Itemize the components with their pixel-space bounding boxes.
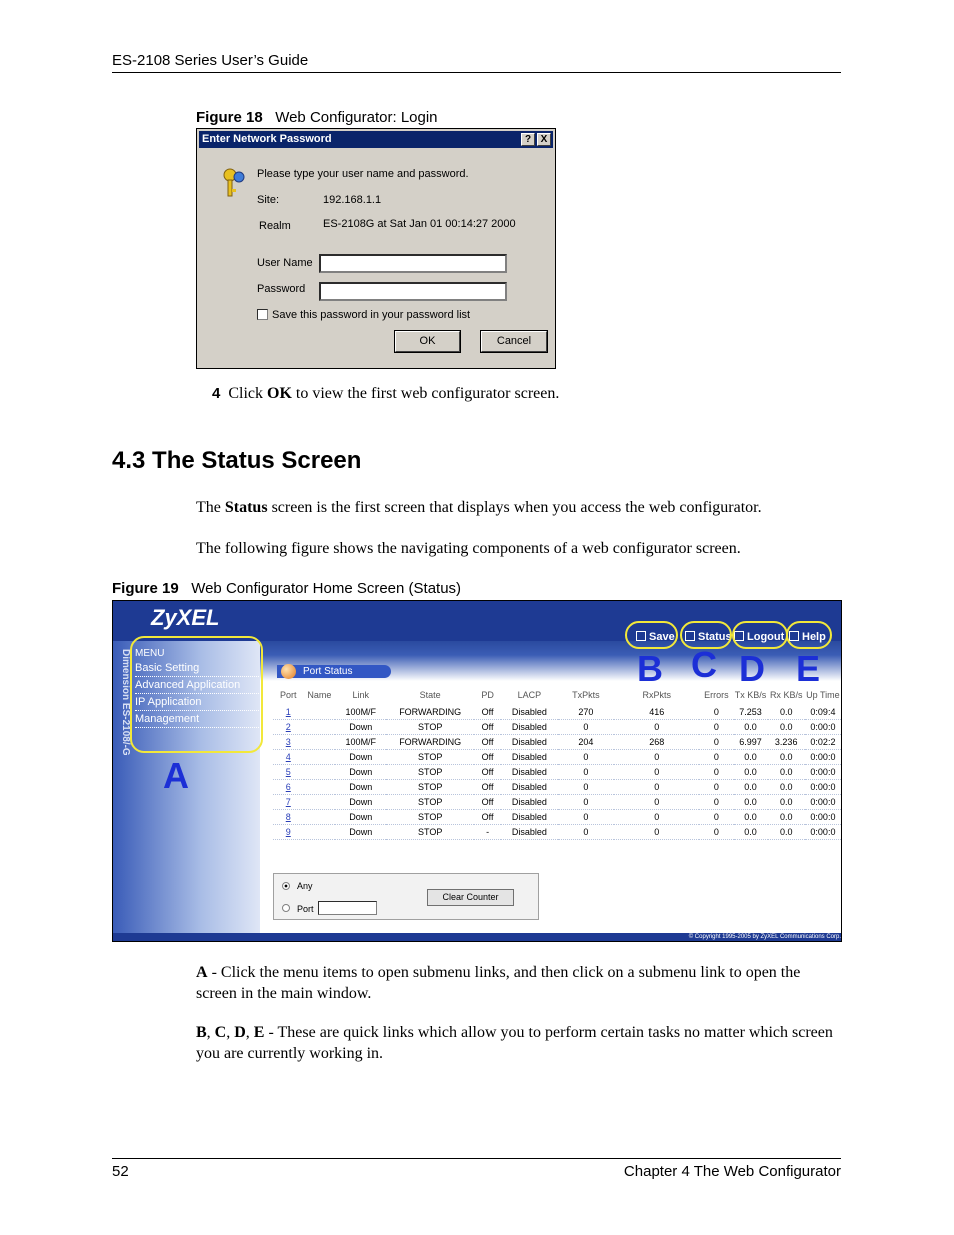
- table-cell: 0.0: [768, 720, 805, 735]
- table-cell: Off: [474, 720, 501, 735]
- table-cell: [304, 810, 336, 825]
- figure19-caption: [112, 580, 461, 597]
- port-link[interactable]: 8: [273, 810, 304, 825]
- table-cell: [304, 795, 336, 810]
- help-label: Help: [802, 631, 826, 643]
- close-icon[interactable]: X: [537, 133, 551, 146]
- table-cell: Off: [474, 735, 501, 750]
- menu-item-basic-setting[interactable]: Basic Setting: [135, 661, 259, 677]
- para-b-bold: B: [196, 1024, 207, 1041]
- table-cell: Disabled: [501, 750, 557, 765]
- para-b-sep1: ,: [206, 1024, 215, 1041]
- table-cell: Disabled: [501, 735, 557, 750]
- table-row: [273, 780, 841, 795]
- table-header-row: [273, 685, 841, 705]
- table-cell: 0:09:4: [805, 705, 841, 720]
- username-label: User Name: [257, 257, 313, 269]
- table-cell: 0: [558, 810, 615, 825]
- running-header: ES-2108 Series User’s Guide: [112, 52, 309, 69]
- paragraph-bcde: [196, 1022, 841, 1064]
- table-cell: 0:02:2: [805, 735, 841, 750]
- status-label: Status: [698, 631, 732, 643]
- table-cell: [304, 705, 336, 720]
- para-b-sep3: ,: [245, 1024, 254, 1041]
- table-cell: 0: [699, 750, 733, 765]
- header-rule: [112, 72, 841, 73]
- column-header: Port: [280, 690, 297, 700]
- table-cell: 0: [614, 810, 699, 825]
- table-cell: STOP: [386, 720, 473, 735]
- paragraph-1: [196, 499, 841, 517]
- username-input[interactable]: [319, 254, 507, 273]
- table-cell: [304, 780, 336, 795]
- table-cell: STOP: [386, 765, 473, 780]
- label-a: A: [163, 755, 189, 796]
- password-label: Password: [257, 283, 306, 295]
- table-cell: 0: [558, 765, 615, 780]
- table-row: [273, 735, 841, 750]
- table-row: [273, 810, 841, 825]
- site-value: 192.168.1.1: [323, 194, 382, 206]
- step-text-post: to view the first web configurator screen.: [291, 385, 560, 402]
- table-cell: 0:00:0: [805, 825, 841, 840]
- status-screenshot: [112, 600, 842, 942]
- table-cell: [304, 750, 336, 765]
- port-number-input[interactable]: [318, 901, 377, 915]
- table-cell: 0: [699, 780, 733, 795]
- radio-port[interactable]: [282, 904, 290, 912]
- table-cell: 0.0: [768, 810, 805, 825]
- table-cell: 7.253: [734, 705, 768, 720]
- table-cell: Down: [335, 795, 386, 810]
- save-password-label: Save this password in your password list: [272, 309, 471, 321]
- figure18-title: Web Configurator: Login: [275, 109, 438, 126]
- column-header: TxPkts: [572, 690, 600, 700]
- clear-counter-panel: [273, 873, 539, 920]
- table-cell: FORWARDING: [386, 735, 473, 750]
- para-a-bold: A: [196, 964, 208, 981]
- column-header: PD: [481, 690, 494, 700]
- clear-counter-button[interactable]: Clear Counter: [427, 889, 514, 906]
- para-bcde-text: - These are quick links which allow you to perform certain tasks no matter which screen you are currently working in.: [196, 1024, 833, 1062]
- table-cell: 0: [699, 825, 733, 840]
- column-header: Up Time: [806, 690, 840, 700]
- table-cell: Off: [474, 810, 501, 825]
- port-status-bullet-icon: [281, 664, 296, 679]
- table-cell: 100M/F: [335, 735, 386, 750]
- column-header: RxPkts: [642, 690, 672, 700]
- port-status-table: [273, 685, 841, 840]
- table-cell: 0: [614, 720, 699, 735]
- figure18-caption: [196, 109, 438, 126]
- table-cell: Down: [335, 810, 386, 825]
- port-link[interactable]: 1: [273, 705, 304, 720]
- table-cell: Disabled: [501, 780, 557, 795]
- table-cell: 204: [558, 735, 615, 750]
- table-cell: 0: [699, 705, 733, 720]
- table-cell: Disabled: [501, 720, 557, 735]
- para-d-bold: D: [234, 1024, 246, 1041]
- radio-any-label: Any: [297, 881, 313, 891]
- table-cell: 0.0: [734, 825, 768, 840]
- table-cell: 0: [699, 735, 733, 750]
- highlight-ring-save: [625, 621, 678, 649]
- table-cell: STOP: [386, 795, 473, 810]
- logout-label: Logout: [747, 631, 785, 643]
- table-cell: Disabled: [501, 825, 557, 840]
- table-cell: 0.0: [768, 705, 805, 720]
- table-cell: 0:00:0: [805, 810, 841, 825]
- highlight-ring-logout: [732, 621, 788, 649]
- table-cell: Disabled: [501, 810, 557, 825]
- dialog-titlebar: [199, 131, 553, 148]
- table-cell: [304, 765, 336, 780]
- menu-header: MENU: [135, 648, 165, 659]
- keys-icon: [221, 167, 249, 199]
- copyright-footer: © Copyright 1995-2005 by ZyXEL Communications Corp.: [113, 933, 842, 942]
- port-link[interactable]: 3: [273, 735, 304, 750]
- table-cell: 0: [699, 720, 733, 735]
- table-cell: 0: [614, 780, 699, 795]
- table-cell: 0: [558, 720, 615, 735]
- table-cell: 0.0: [768, 765, 805, 780]
- table-cell: 0: [614, 825, 699, 840]
- table-cell: 0:00:0: [805, 765, 841, 780]
- label-b: B: [637, 648, 663, 689]
- chapter-footer: Chapter 4 The Web Configurator: [623, 1163, 841, 1180]
- table-cell: 0:00:0: [805, 720, 841, 735]
- save-password-checkbox[interactable]: [257, 309, 268, 320]
- table-row: [273, 825, 841, 840]
- table-cell: Off: [474, 780, 501, 795]
- table-cell: 0:00:0: [805, 795, 841, 810]
- table-cell: 268: [614, 735, 699, 750]
- table-cell: Down: [335, 720, 386, 735]
- step-text-bold: OK: [267, 385, 292, 402]
- table-cell: 0.0: [734, 810, 768, 825]
- table-cell: 0: [699, 810, 733, 825]
- highlight-ring-help: [786, 621, 832, 649]
- menu-item-advanced-application[interactable]: Advanced Application: [135, 678, 259, 694]
- table-cell: 3.236: [768, 735, 805, 750]
- table-row: [273, 750, 841, 765]
- paragraph-a: [196, 962, 841, 1004]
- table-cell: STOP: [386, 750, 473, 765]
- table-cell: 0.0: [768, 825, 805, 840]
- table-cell: STOP: [386, 825, 473, 840]
- table-cell: Off: [474, 750, 501, 765]
- label-d: D: [739, 648, 765, 689]
- column-header: Tx KB/s: [734, 690, 767, 700]
- port-link[interactable]: 7: [273, 795, 304, 810]
- dialog-prompt: Please type your user name and password.: [257, 168, 469, 180]
- para-a-text: - Click the menu items to open submenu links, and then click on a submenu link to open the screen in the main window.: [196, 964, 801, 1002]
- table-cell: 0: [699, 795, 733, 810]
- table-cell: [304, 735, 336, 750]
- password-input[interactable]: [319, 282, 507, 301]
- product-side-text: Dimension ES-2108/-G: [120, 649, 131, 756]
- help-icon[interactable]: ?: [521, 133, 535, 146]
- table-cell: 416: [614, 705, 699, 720]
- radio-any[interactable]: [282, 882, 290, 890]
- table-cell: [304, 825, 336, 840]
- table-cell: STOP: [386, 780, 473, 795]
- figure18-label: Figure 18: [196, 109, 263, 126]
- table-cell: -: [474, 825, 501, 840]
- table-cell: 0.0: [734, 765, 768, 780]
- table-cell: 0.0: [734, 750, 768, 765]
- figure19-label: Figure 19: [112, 580, 179, 597]
- menu-item-ip-application[interactable]: IP Application: [135, 695, 259, 711]
- table-cell: 0.0: [768, 750, 805, 765]
- table-cell: Disabled: [501, 705, 557, 720]
- realm-label: Realm: [259, 220, 291, 232]
- highlight-ring-menu: [130, 636, 263, 753]
- table-cell: 0.0: [768, 780, 805, 795]
- table-cell: Off: [474, 765, 501, 780]
- column-header: Errors: [704, 690, 729, 700]
- table-cell: 0: [558, 780, 615, 795]
- table-cell: 0: [558, 825, 615, 840]
- table-row: [273, 705, 841, 720]
- realm-value: ES-2108G at Sat Jan 01 00:14:27 2000: [323, 218, 516, 230]
- figure19-title: Web Configurator Home Screen (Status): [191, 580, 462, 597]
- table-cell: Off: [474, 705, 501, 720]
- table-cell: 0: [614, 750, 699, 765]
- table-cell: STOP: [386, 810, 473, 825]
- column-header: Name: [307, 690, 332, 700]
- site-label: Site:: [257, 194, 280, 206]
- table-cell: 100M/F: [335, 705, 386, 720]
- port-link[interactable]: 2: [273, 720, 304, 735]
- column-header: LACP: [517, 690, 542, 700]
- table-cell: FORWARDING: [386, 705, 473, 720]
- table-cell: 0.0: [734, 780, 768, 795]
- label-e: E: [796, 648, 821, 689]
- step-number: 4: [212, 385, 221, 402]
- table-cell: 6.997: [734, 735, 768, 750]
- table-cell: Disabled: [501, 765, 557, 780]
- radio-port-label: Port: [297, 904, 314, 914]
- table-cell: Down: [335, 765, 386, 780]
- dialog-title: Enter Network Password: [202, 133, 332, 145]
- table-cell: 270: [558, 705, 615, 720]
- para-e-bold: E: [253, 1024, 265, 1041]
- login-dialog: [196, 128, 556, 369]
- para-c-bold: C: [214, 1024, 227, 1041]
- table-cell: 0: [614, 765, 699, 780]
- table-cell: Off: [474, 795, 501, 810]
- table-body: [273, 705, 841, 840]
- table-cell: 0: [558, 750, 615, 765]
- para1-post: screen is the first screen that displays when you access the web configurator.: [267, 499, 762, 516]
- table-cell: Down: [335, 825, 386, 840]
- table-cell: [304, 720, 336, 735]
- table-cell: Down: [335, 780, 386, 795]
- para1-bold: Status: [224, 499, 268, 516]
- column-header: Rx KB/s: [769, 690, 803, 700]
- port-link[interactable]: 5: [273, 765, 304, 780]
- para1-pre: The: [196, 499, 225, 516]
- port-link[interactable]: 4: [273, 750, 304, 765]
- table-cell: Disabled: [501, 795, 557, 810]
- footer-rule: [112, 1158, 841, 1159]
- label-c: C: [691, 644, 717, 685]
- paragraph-2: The following figure shows the navigating components of a web configurator screen.: [196, 540, 741, 557]
- port-link[interactable]: 6: [273, 780, 304, 795]
- step-text-pre: Click: [228, 385, 268, 402]
- column-header: State: [419, 690, 441, 700]
- table-cell: 0:00:0: [805, 750, 841, 765]
- port-status-title: Port Status: [277, 665, 391, 678]
- table-cell: Down: [335, 750, 386, 765]
- table-row: [273, 765, 841, 780]
- column-header: Link: [352, 690, 370, 700]
- table-cell: 0.0: [734, 795, 768, 810]
- table-cell: 0:00:0: [805, 780, 841, 795]
- table-row: [273, 720, 841, 735]
- para-b-sep2: ,: [226, 1024, 235, 1041]
- table-cell: 0.0: [768, 795, 805, 810]
- save-label: Save: [649, 631, 675, 643]
- ok-button[interactable]: OK: [395, 331, 460, 352]
- table-cell: 0: [614, 795, 699, 810]
- table-row: [273, 795, 841, 810]
- cancel-button[interactable]: Cancel: [481, 331, 547, 352]
- port-link[interactable]: 9: [273, 825, 304, 840]
- table-cell: 0.0: [734, 720, 768, 735]
- table-cell: 0: [558, 795, 615, 810]
- table-cell: 0: [699, 765, 733, 780]
- page-number: 52: [112, 1163, 129, 1180]
- zyxel-logo: ZyXEL: [151, 605, 220, 630]
- menu-item-management[interactable]: Management: [135, 712, 259, 728]
- section-title: 4.3 The Status Screen: [112, 447, 362, 474]
- step-4: [212, 385, 559, 403]
